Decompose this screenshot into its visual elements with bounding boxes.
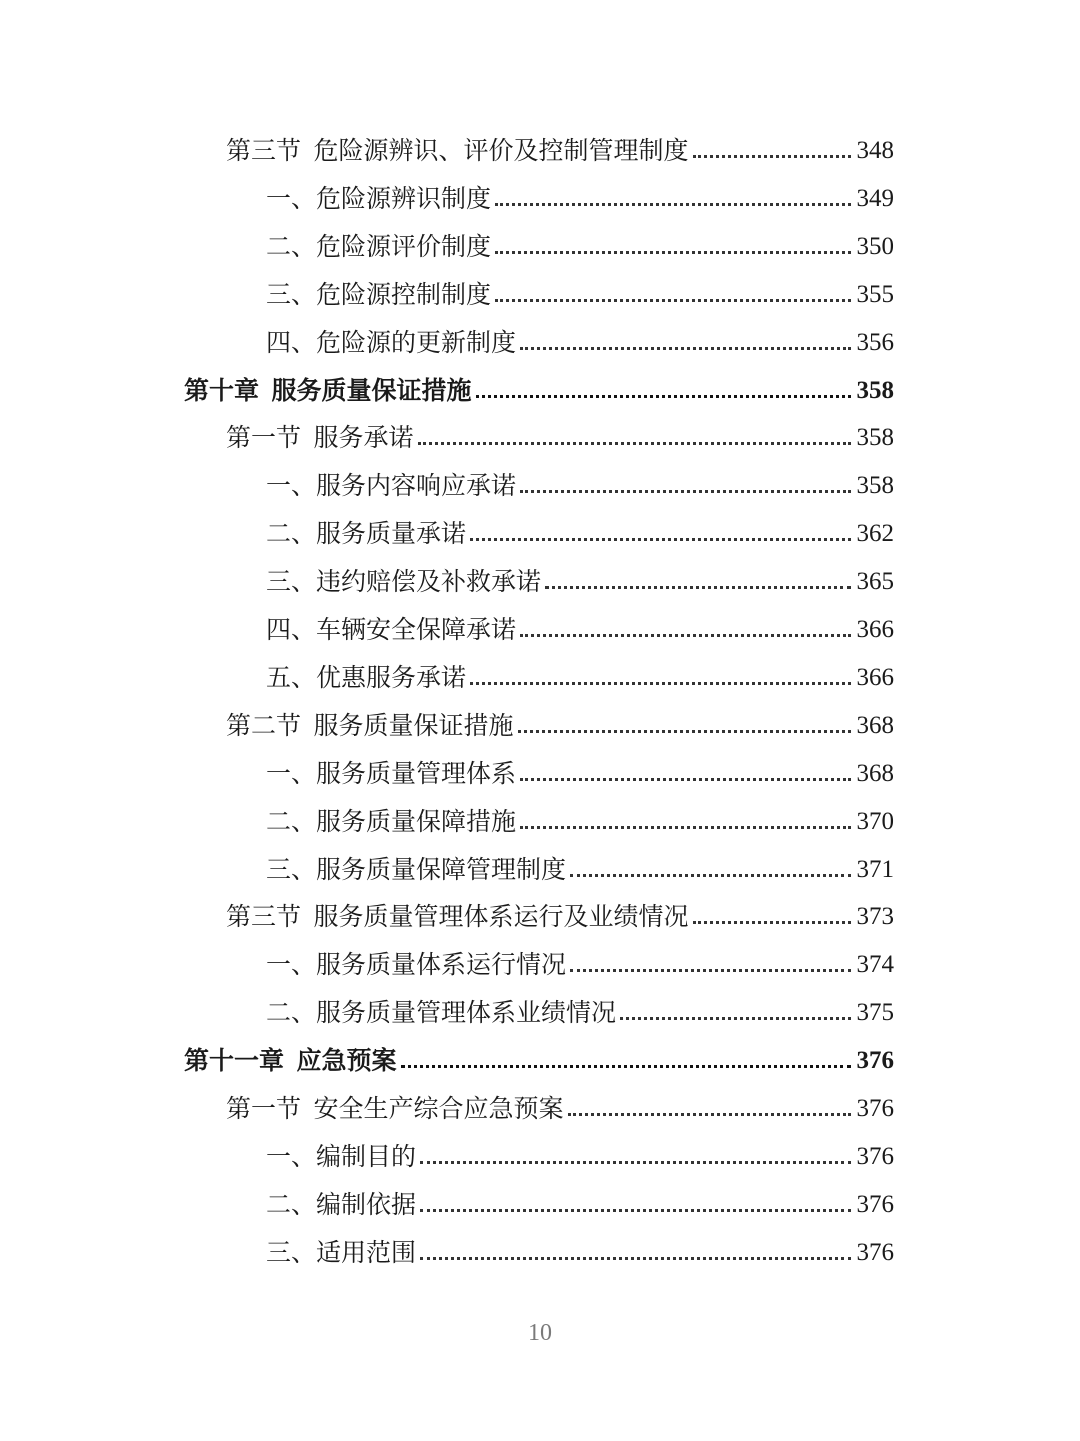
- toc-entry[interactable]: [266, 847, 894, 887]
- toc-entry[interactable]: [266, 942, 894, 982]
- toc-entry-title: 一、服务内容响应承诺: [266, 471, 517, 501]
- dot-leader: [495, 299, 850, 302]
- dot-leader: [495, 251, 850, 254]
- dot-leader: [401, 1065, 851, 1068]
- toc-entry[interactable]: [266, 990, 894, 1030]
- toc-entry-title: 一、危险源辨识制度: [266, 183, 492, 213]
- dot-leader: [520, 826, 850, 829]
- toc-entry-title: 第三节 危险源辨识、评价及控制管理制度: [226, 136, 689, 165]
- toc-entry-title: 四、车辆安全保障承诺: [266, 615, 517, 644]
- toc-entry-page: 355: [856, 280, 894, 308]
- toc-entry-page: 356: [856, 328, 894, 356]
- toc-entry-page: 366: [856, 616, 894, 643]
- toc-entry[interactable]: [266, 224, 894, 264]
- toc-entry-title: 三、危险源控制制度: [266, 279, 492, 309]
- toc-entry-page: 376: [856, 1142, 894, 1170]
- dot-leader: [693, 155, 851, 158]
- dot-leader: [518, 730, 851, 733]
- dot-leader: [470, 682, 850, 685]
- toc-entry[interactable]: [266, 1182, 894, 1222]
- toc-entry-page: 376: [856, 1095, 894, 1122]
- toc-entry-page: 366: [856, 663, 894, 691]
- dot-leader: [476, 395, 851, 398]
- dot-leader: [420, 1209, 850, 1212]
- toc-entry-page: 370: [856, 807, 894, 835]
- toc-entry[interactable]: [266, 1134, 894, 1174]
- dot-leader: [420, 1161, 850, 1164]
- toc-entry-title: 三、适用范围: [266, 1237, 417, 1267]
- toc-entry-page: 374: [856, 951, 894, 979]
- toc-entry-title: 二、危险源评价制度: [266, 231, 492, 261]
- toc-entry-page: 358: [856, 376, 894, 404]
- toc-entry-title: 一、服务质量体系运行情况: [266, 950, 567, 980]
- dot-leader: [570, 874, 850, 877]
- toc-entry-page: 362: [856, 520, 894, 548]
- toc-entry-title: 第一节 安全生产综合应急预案: [226, 1094, 564, 1123]
- toc-entry-page: 358: [856, 472, 894, 500]
- toc-entry-title: 三、违约赔偿及补救承诺: [266, 567, 542, 597]
- toc-entry[interactable]: [266, 511, 894, 551]
- page-number: 10: [528, 1320, 552, 1346]
- dot-leader: [568, 1113, 851, 1116]
- toc-entry[interactable]: [226, 703, 894, 743]
- toc-entry-page: 373: [856, 903, 894, 931]
- toc-entry-page: 376: [856, 1238, 894, 1266]
- dot-leader: [470, 538, 850, 541]
- toc-entry-page: 371: [856, 855, 894, 883]
- dot-leader: [620, 1017, 850, 1020]
- dot-leader: [520, 634, 850, 637]
- toc-entry-title: 第十章 服务质量保证措施: [184, 375, 472, 405]
- toc-entry-title: 五、优惠服务承诺: [266, 662, 467, 692]
- toc-entry[interactable]: [266, 272, 894, 312]
- toc-entry-title: 第十一章 应急预案: [184, 1046, 397, 1076]
- toc-entry-page: 368: [856, 759, 894, 787]
- toc-entry[interactable]: [266, 1230, 894, 1270]
- toc-entry-title: 二、服务质量承诺: [266, 519, 467, 549]
- toc-entry[interactable]: [266, 799, 894, 839]
- toc-entry-page: 349: [856, 184, 894, 212]
- toc-entry-title: 第二节 服务质量保证措施: [226, 710, 514, 740]
- toc-entry-title: 二、服务质量保障措施: [266, 806, 517, 836]
- dot-leader: [520, 778, 850, 781]
- dot-leader: [418, 442, 851, 445]
- dot-leader: [520, 347, 850, 350]
- toc-entry[interactable]: [226, 1086, 894, 1126]
- toc-entry-title: 一、编制目的: [266, 1141, 417, 1171]
- toc-entry[interactable]: [266, 320, 894, 360]
- toc-entry-title: 三、服务质量保障管理制度: [266, 854, 567, 884]
- toc-entry[interactable]: [266, 463, 894, 503]
- toc-entry[interactable]: [184, 1038, 894, 1078]
- toc-entry[interactable]: [266, 559, 894, 599]
- toc-entry-page: 376: [856, 1190, 894, 1218]
- toc-entry[interactable]: [266, 176, 894, 216]
- toc-entry[interactable]: [266, 751, 894, 791]
- toc-entry-title: 一、服务质量管理体系: [266, 758, 517, 788]
- toc-entry-page: 375: [856, 999, 894, 1027]
- toc-entry[interactable]: [226, 415, 894, 455]
- toc-entry[interactable]: [226, 128, 894, 168]
- toc-entry-title: 第三节 服务质量管理体系运行及业绩情况: [226, 902, 689, 932]
- toc-entry-title: 四、危险源的更新制度: [266, 327, 517, 357]
- dot-leader: [693, 921, 851, 924]
- toc-entry[interactable]: [266, 655, 894, 695]
- toc-entry-title: 二、服务质量管理体系业绩情况: [266, 998, 617, 1028]
- dot-leader: [570, 969, 850, 972]
- toc-entry-title: 二、编制依据: [266, 1189, 417, 1219]
- dot-leader: [545, 586, 850, 589]
- dot-leader: [520, 490, 850, 493]
- toc-entry-page: 368: [856, 711, 894, 739]
- toc-entry[interactable]: [184, 368, 894, 408]
- toc-entry[interactable]: [226, 894, 894, 934]
- toc-entry-title: 第一节 服务承诺: [226, 423, 414, 453]
- toc-entry-page: 365: [856, 568, 894, 596]
- dot-leader: [495, 203, 850, 206]
- toc-entry-page: 376: [856, 1047, 894, 1075]
- toc-entry-page: 348: [856, 137, 894, 164]
- dot-leader: [420, 1257, 850, 1260]
- toc-entry-page: 358: [856, 424, 894, 452]
- toc-entry[interactable]: [266, 607, 894, 647]
- toc-entry-page: 350: [856, 232, 894, 260]
